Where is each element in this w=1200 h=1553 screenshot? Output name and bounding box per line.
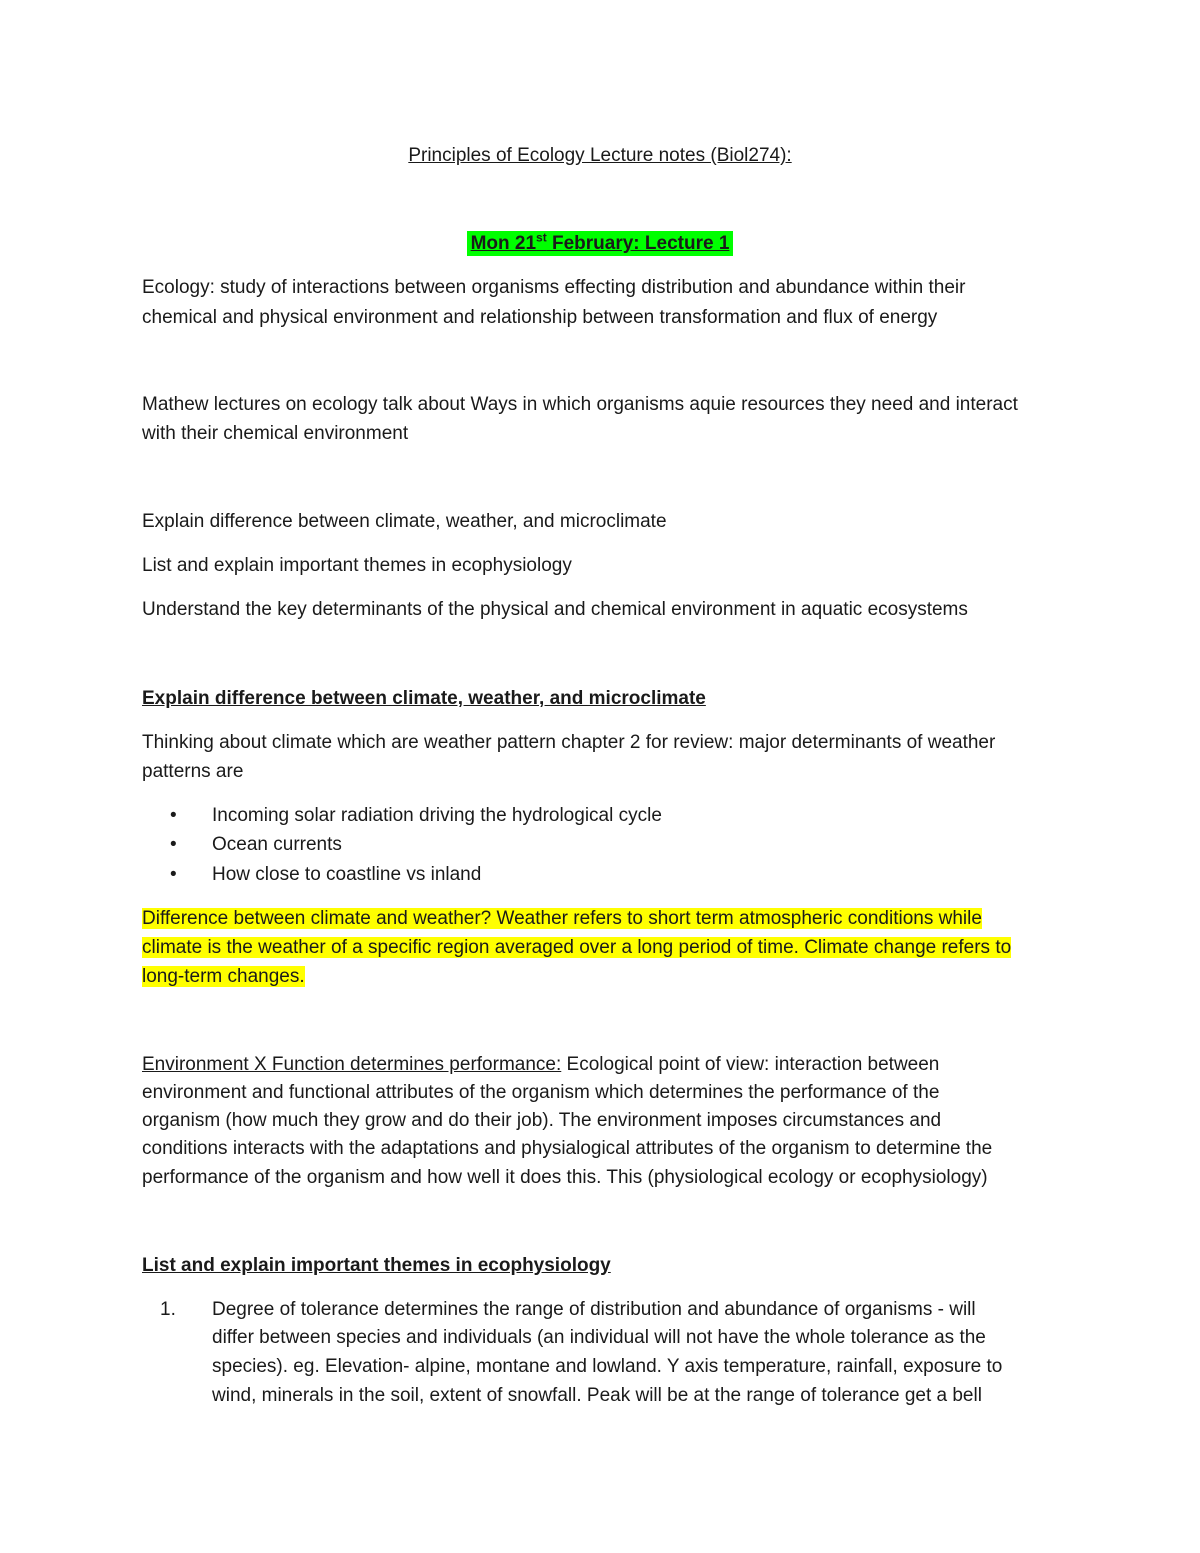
bullet-item: How close to coastline vs inland: [212, 864, 482, 885]
highlight-text: climate is the weather of a specific region averaged over a long period of time. Climate change refers to: [142, 937, 1012, 958]
highlight-line-2: [142, 933, 1011, 962]
highlight-line-3: [142, 962, 305, 991]
theme-1-line-1: Degree of tolerance determines the range of distribution and abundance of organisms - will: [212, 1299, 976, 1320]
env-function-line-2: environment and functional attributes of the organism which determines the performance of the: [142, 1082, 940, 1103]
bullet-item: Incoming solar radiation driving the hydrological cycle: [212, 805, 662, 826]
ecology-definition-line-1: Ecology: study of interactions between organisms effecting distribution and abundance within their: [142, 277, 966, 298]
highlight-text: long-term changes.: [142, 966, 305, 987]
objective-3: Understand the key determinants of the physical and chemical environment in aquatic ecosystems: [142, 599, 968, 620]
lecture-heading: [0, 229, 1200, 258]
env-function-line-1: [142, 1050, 939, 1079]
env-function-rest: Ecological point of view: interaction between: [561, 1054, 940, 1075]
section1-heading: Explain difference between climate, weather, and microclimate: [142, 688, 706, 709]
theme-1-line-4: wind, minerals in the soil, extent of snowfall. Peak will be at the range of tolerance get a bell: [212, 1385, 982, 1406]
objective-2: List and explain important themes in ecophysiology: [142, 555, 572, 576]
env-function-line-3: organism (how much they grow and do their job). The environment imposes circumstances and: [142, 1110, 942, 1131]
env-function-line-4: conditions interacts with the adaptations and physialogical attributes of the organism to determine the: [142, 1138, 993, 1159]
env-function-label: Environment X Function determines performance:: [142, 1054, 562, 1075]
section1-intro-line-1: Thinking about climate which are weather pattern chapter 2 for review: major determinants of weather: [142, 732, 996, 753]
theme-1-line-2: differ between species and individuals (an individual will not have the whole tolerance as the: [212, 1327, 986, 1348]
title-text: Principles of Ecology Lecture notes (Biol274):: [408, 145, 792, 166]
bullet-marker: •: [170, 864, 177, 885]
section1-intro-line-2: patterns are: [142, 761, 244, 782]
lecture-date-prefix: Mon 21: [470, 233, 537, 254]
bullet-marker: •: [170, 834, 177, 855]
mathew-line-1: Mathew lectures on ecology talk about Ways in which organisms aquie resources they need and interact: [142, 394, 1018, 415]
lecture-date-suffix: February: Lecture 1: [546, 233, 730, 254]
document-title: [0, 141, 1200, 170]
objective-1: Explain difference between climate, weather, and microclimate: [142, 511, 667, 532]
ecology-definition-line-2: chemical and physical environment and relationship between transformation and flux of energy: [142, 307, 938, 328]
lecture-date-sup: st: [536, 230, 547, 245]
mathew-line-2: with their chemical environment: [142, 423, 409, 444]
theme-1-line-3: species). eg. Elevation- alpine, montane and lowland. Y axis temperature, rainfall, exposure to: [212, 1356, 1003, 1377]
highlight-line-1: [142, 904, 982, 933]
env-function-line-5: performance of the organism and how well it does this. This (physiological ecology or ecophysiology): [142, 1167, 988, 1188]
bullet-marker: •: [170, 805, 177, 826]
list-number: 1.: [160, 1299, 176, 1320]
section2-heading: List and explain important themes in ecophysiology: [142, 1255, 611, 1276]
lecture-date-highlight: [467, 231, 734, 256]
highlight-text: Difference between climate and weather? Weather refers to short term atmospheric conditions while: [142, 908, 982, 929]
bullet-item: Ocean currents: [212, 834, 342, 855]
